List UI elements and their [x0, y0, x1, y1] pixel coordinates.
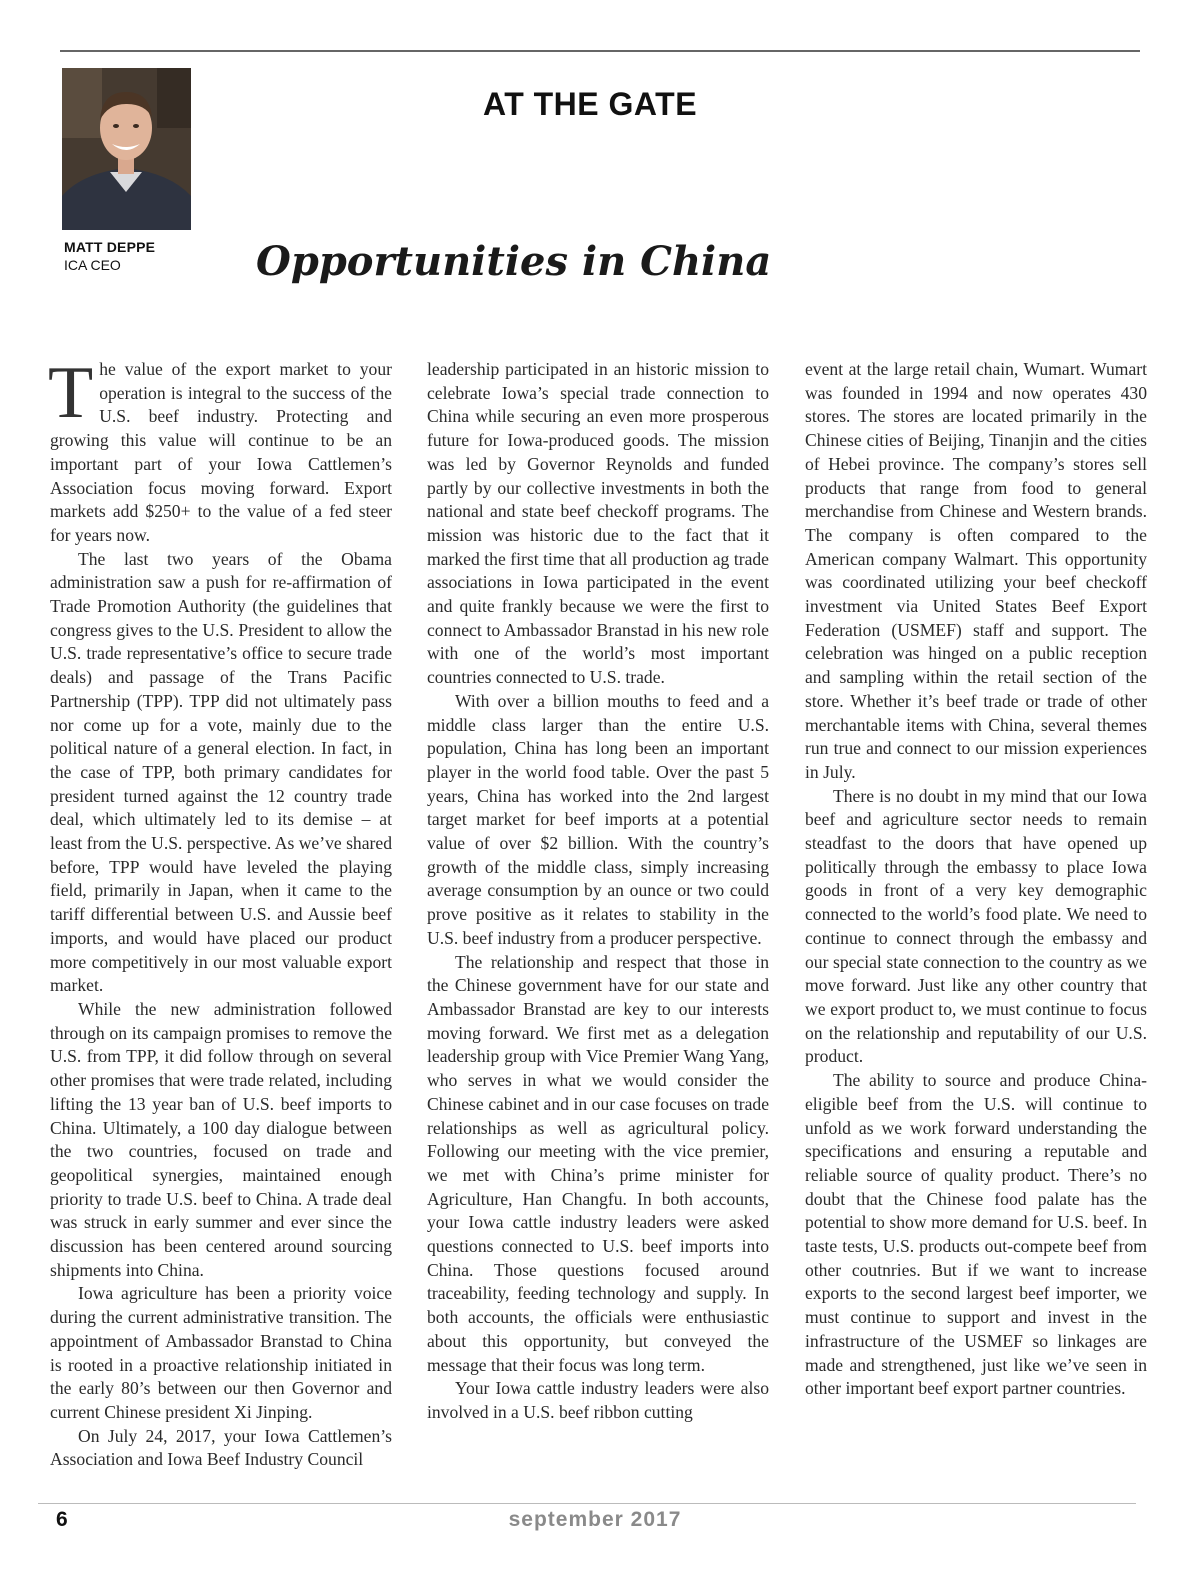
article-paragraph — [48, 352, 392, 548]
paragraph-text: he value of the export market to your operation is integral to the success of the U.S. beef industry. Protecting and growing this value will continue to be an important part of your Iowa Cattlemen’s Association focus moving forward. Export markets add $250+ to the value of a fed steer for years now. — [50, 359, 392, 545]
article-paragraph: With over a billion mouths to feed and a middle class larger than the entire U.S. population, China has long been an important player in the world food table. Over the past 5 years, China has worked into the 2nd largest target market for beef imports at a potential value of over $2 billion. With the country’s growth of the middle class, simply increasing average consumption by an ounce or two could prove positive as it relates to stability in the U.S. beef industry from a producer perspective. — [427, 690, 769, 948]
author-photo — [62, 68, 191, 230]
article-paragraph: The ability to source and produce China-eligible beef from the U.S. will continue to unfold as we work forward understanding the specifications and ensuring a reputable and reliable source of quality product. There’s no doubt that the Chinese food palate has the potential to show more demand for U.S. beef. In taste tests, U.S. products out-compete beef from other coutnries. But if we want to increase exports to the second largest beef importer, we must continue to support and invest in the infrastructure of the USMEF so linkages are made and strengthened, just like we’ve seen in other important beef export partner countries. — [805, 1070, 1147, 1399]
article-paragraph: On July 24, 2017, your Iowa Cattlemen’s Association and Iowa Beef Industry Council — [50, 1425, 392, 1470]
page-number: 6 — [56, 1508, 68, 1531]
article-paragraph: While the new administration followed through on its campaign promises to remove the U.S. from TPP, it did follow through on several other promises that were trade related, including lifting the 13 year ban of U.S. beef imports to China. Ultimately, a 100 day dialogue between the two countries, focused on trade and geopolitical synergies, maintained enough priority to trade U.S. beef to China. A trade deal was struck in early summer and ever since the discussion has been centered around sourcing shipments into China. — [50, 998, 392, 1280]
author-title: ICA CEO — [64, 257, 121, 273]
author-portrait-image — [62, 68, 191, 230]
article-column-2 — [427, 358, 769, 1425]
article-paragraph: event at the large retail chain, Wumart. Wumart was founded in 1994 and now operates 430 stores. The stores are located primarily in the Chinese cities of Beijing, Tinanjin and the cities of Hebei province. The company’s stores sell products that range from food to general merchandise from Chinese and Western brands. The company is often compared to the American company Walmart. This opportunity was coordinated utilizing your beef checkoff investment via United States Beef Export Federation (USMEF) staff and support. The celebration was hinged on a public reception and sampling within the retail section of the store. Whether it’s beef trade or trade of other merchantable items with China, several themes run true and connect to our mission experiences in July. — [805, 359, 1147, 782]
article-column-3 — [805, 358, 1147, 1401]
article-paragraph: There is no doubt in my mind that our Iowa beef and agriculture sector needs to remain steadfast to the doors that have opened up politically through the embassy to place Iowa goods in front of a very key demographic connected to the world’s food plate. We need to continue to connect through the embassy and our special state connection to the country as we move forward. Just like any other country that we export product to, we must continue to focus on the relationship and reputability of our U.S. product. — [805, 785, 1147, 1067]
section-heading: AT THE GATE — [482, 86, 698, 122]
author-name: MATT DEPPE — [64, 239, 156, 255]
article-paragraph: The last two years of the Obama administration saw a push for re-affirmation of Trade Promotion Authority (the guidelines that congress gives to the U.S. President to allow the U.S. trade representative’s office to secure trade deals) and passage of the Trans Pacific Partnership (TPP). TPP did not ultimately pass nor come up for a vote, mainly due to the political nature of a general election. In fact, in the case of TPP, both primary candidates for president turned against the 12 country trade deal, which ultimately led to its demise – at least from the U.S. perspective. As we’ve shared before, TPP would have leveled the playing field, primarily in Japan, when it came to the tariff differential between U.S. and Aussie beef imports, and would have placed our product more competitively in our most valuable export market. — [50, 548, 392, 996]
top-rule — [60, 50, 1140, 52]
drop-cap: T — [48, 352, 94, 434]
article-paragraph: Iowa agriculture has been a priority voice during the current administrative transition. The appointment of Ambassador Branstad to China is rooted in a proactive relationship initiated in the early 80’s between our then Governor and current Chinese president Xi Jinping. — [50, 1283, 392, 1422]
article-paragraph: The relationship and respect that those in the Chinese government have for our state and Ambassador Branstad are key to our interests moving forward. We first met as a delegation leadership group with Vice Premier Wang Yang, who serves in what we would consider the Chinese cabinet and in our case focuses on trade relationships as well as agricultural policy. Following our meeting with the vice premier, we met with China’s prime minister for Agriculture, Han Changfu. In both accounts, your Iowa cattle industry leaders were asked questions connected to U.S. beef imports into China. Those questions focused around traceability, feeding technology and supply. In both accounts, the officials were enthusiastic about this opportunity, but conveyed the message that their focus was long term. — [427, 951, 769, 1375]
article-title: Opportunities in China — [256, 238, 772, 285]
article-paragraph: Your Iowa cattle industry leaders were also involved in a U.S. beef ribbon cutting — [427, 1378, 769, 1422]
issue-date: september 2017 — [508, 1508, 682, 1531]
article-paragraph: leadership participated in an historic mission to celebrate Iowa’s special trade connection to China while securing an even more prosperous future for Iowa-produced goods. The mission was led by Governor Reynolds and funded partly by our collective investments in both the national and state beef checkoff programs. The mission was historic due to the fact that it marked the first time that all production ag trade associations in Iowa participated in the event and quite frankly because we were the first to connect to Ambassador Branstad in his new role with one of the world’s most important countries connected to U.S. trade. — [427, 359, 769, 688]
footer-rule — [38, 1503, 1136, 1504]
article-column-1 — [48, 352, 392, 1472]
